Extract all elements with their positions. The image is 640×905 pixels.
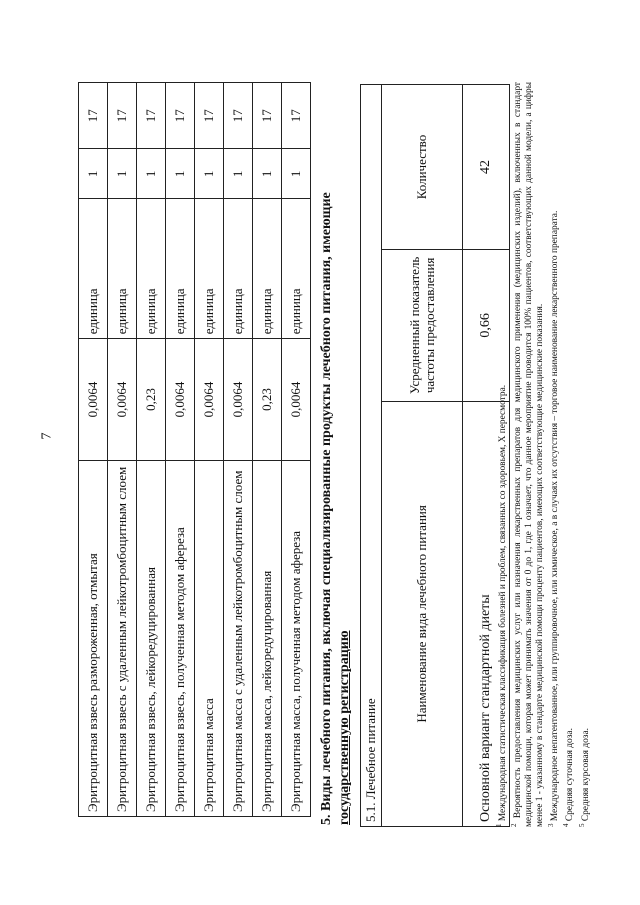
cell-name: Эритроцитная масса с удаленным лейкотромбоцитным слоем: [224, 460, 253, 816]
header-frequency: Усредненный показатель частоты предоставления: [382, 250, 463, 402]
footnote-mark: 1: [495, 823, 503, 827]
diet-frequency: 0,66: [463, 250, 510, 402]
table-row: [166, 83, 195, 817]
footnote: [561, 82, 576, 827]
cell-quantity-2: 17: [108, 83, 137, 149]
footnote-text: Средняя суточная доза.: [565, 728, 576, 822]
table-row: [224, 83, 253, 817]
cell-name: Эритроцитная взвесь с удаленным лейкотромбоцитным слоем: [108, 460, 137, 816]
cell-quantity-2: 17: [166, 83, 195, 149]
cell-frequency: 0,0064: [166, 339, 195, 460]
cell-quantity-1: 1: [79, 149, 108, 199]
section-5-title-continued: государственную регистрацию: [337, 630, 352, 825]
table-row: [253, 83, 282, 817]
cell-quantity-2: 17: [137, 83, 166, 149]
footnote: [546, 82, 561, 827]
footnotes: [494, 82, 592, 827]
section-5-heading: [318, 85, 354, 825]
diet-name: Основной вариант стандартной диеты: [463, 401, 510, 826]
table-caption-row: [361, 85, 382, 827]
section-5-title: 5. Виды лечебного питания, включая специализированные продукты лечебного питания, имеющие: [319, 192, 334, 825]
cell-quantity-1: 1: [195, 149, 224, 199]
footnote-text: Международное непатентованное, или группировочное, или химическое, а в случаях их отсутствия – торговое наименование лекарственного препарата.: [550, 210, 561, 822]
cell-quantity-2: 17: [282, 83, 311, 149]
cell-unit: единица: [108, 199, 137, 339]
cell-frequency: 0,23: [253, 339, 282, 460]
cell-quantity-2: 17: [224, 83, 253, 149]
footnote-text: Средняя курсовая доза.: [580, 727, 591, 822]
cell-quantity-1: 1: [224, 149, 253, 199]
cell-name: Эритроцитная взвесь, полученная методом афереза: [166, 460, 195, 816]
footnote-mark: 2: [510, 823, 519, 827]
cell-name: Эритроцитная масса, лейкоредуцированная: [253, 460, 282, 816]
footnote-mark: 3: [547, 823, 556, 827]
cell-frequency: 0,0064: [108, 339, 137, 460]
footnote-text: Вероятность предоставления медицинских услуг или назначения лекарственных препаратов для медицинского применения (медицинских изделий), включенных в стандарт медицинской помощи, которая может принимать значения от 0 до 1, где 1 означает, что данное мероприятие проводится 100% пациентов, соответствующих данной модели, а цифры менее 1 - указанному в стандарте медицинской помощи проценту пациентов, имеющих соответствующие медицинские показания.: [513, 81, 546, 827]
cell-unit: единица: [282, 199, 311, 339]
table-row: [195, 83, 224, 817]
table-row: [108, 83, 137, 817]
cell-quantity-1: 1: [166, 149, 195, 199]
cell-quantity-2: 17: [79, 83, 108, 149]
cell-quantity-2: 17: [253, 83, 282, 149]
cell-quantity-1: 1: [282, 149, 311, 199]
cell-frequency: 0,0064: [79, 339, 108, 460]
table-header-row: [382, 85, 463, 827]
table-row: [79, 83, 108, 817]
cell-unit: единица: [166, 199, 195, 339]
cell-quantity-2: 17: [195, 83, 224, 149]
table-row: [137, 83, 166, 817]
cell-unit: единица: [137, 199, 166, 339]
footnote: [509, 82, 546, 827]
cell-name: Эритроцитная взвесь, лейкоредуцированная: [137, 460, 166, 816]
header-quantity: Количество: [382, 85, 463, 250]
cell-unit: единица: [79, 199, 108, 339]
cell-name: Эритроцитная взвесь размороженная, отмытая: [79, 460, 108, 816]
cell-frequency: 0,23: [137, 339, 166, 460]
table-caption: 5.1. Лечебное питание: [361, 85, 382, 827]
cell-unit: единица: [253, 199, 282, 339]
footnote-text: Международная статистическая классификация болезней и проблем, связанных со здоровьем, X пересмотра.: [498, 384, 509, 822]
diet-quantity: 42: [463, 85, 510, 250]
page-number: 7: [39, 432, 55, 440]
footnote: [494, 82, 509, 827]
footnote-mark: 5: [577, 823, 586, 827]
table-row: [282, 83, 311, 817]
cell-frequency: 0,0064: [282, 339, 311, 460]
footnote-mark: 4: [562, 823, 571, 827]
therapeutic-nutrition-table: [360, 84, 510, 827]
header-name: Наименование вида лечебного питания: [382, 401, 463, 826]
cell-unit: единица: [195, 199, 224, 339]
cell-name: Эритроцитная масса, полученная методом афереза: [282, 460, 311, 816]
blood-components-table-body: [79, 83, 311, 817]
blood-components-table: [78, 82, 311, 817]
cell-frequency: 0,0064: [224, 339, 253, 460]
cell-quantity-1: 1: [108, 149, 137, 199]
cell-quantity-1: 1: [253, 149, 282, 199]
footnote: [577, 82, 592, 827]
cell-unit: единица: [224, 199, 253, 339]
cell-name: Эритроцитная масса: [195, 460, 224, 816]
cell-quantity-1: 1: [137, 149, 166, 199]
cell-frequency: 0,0064: [195, 339, 224, 460]
